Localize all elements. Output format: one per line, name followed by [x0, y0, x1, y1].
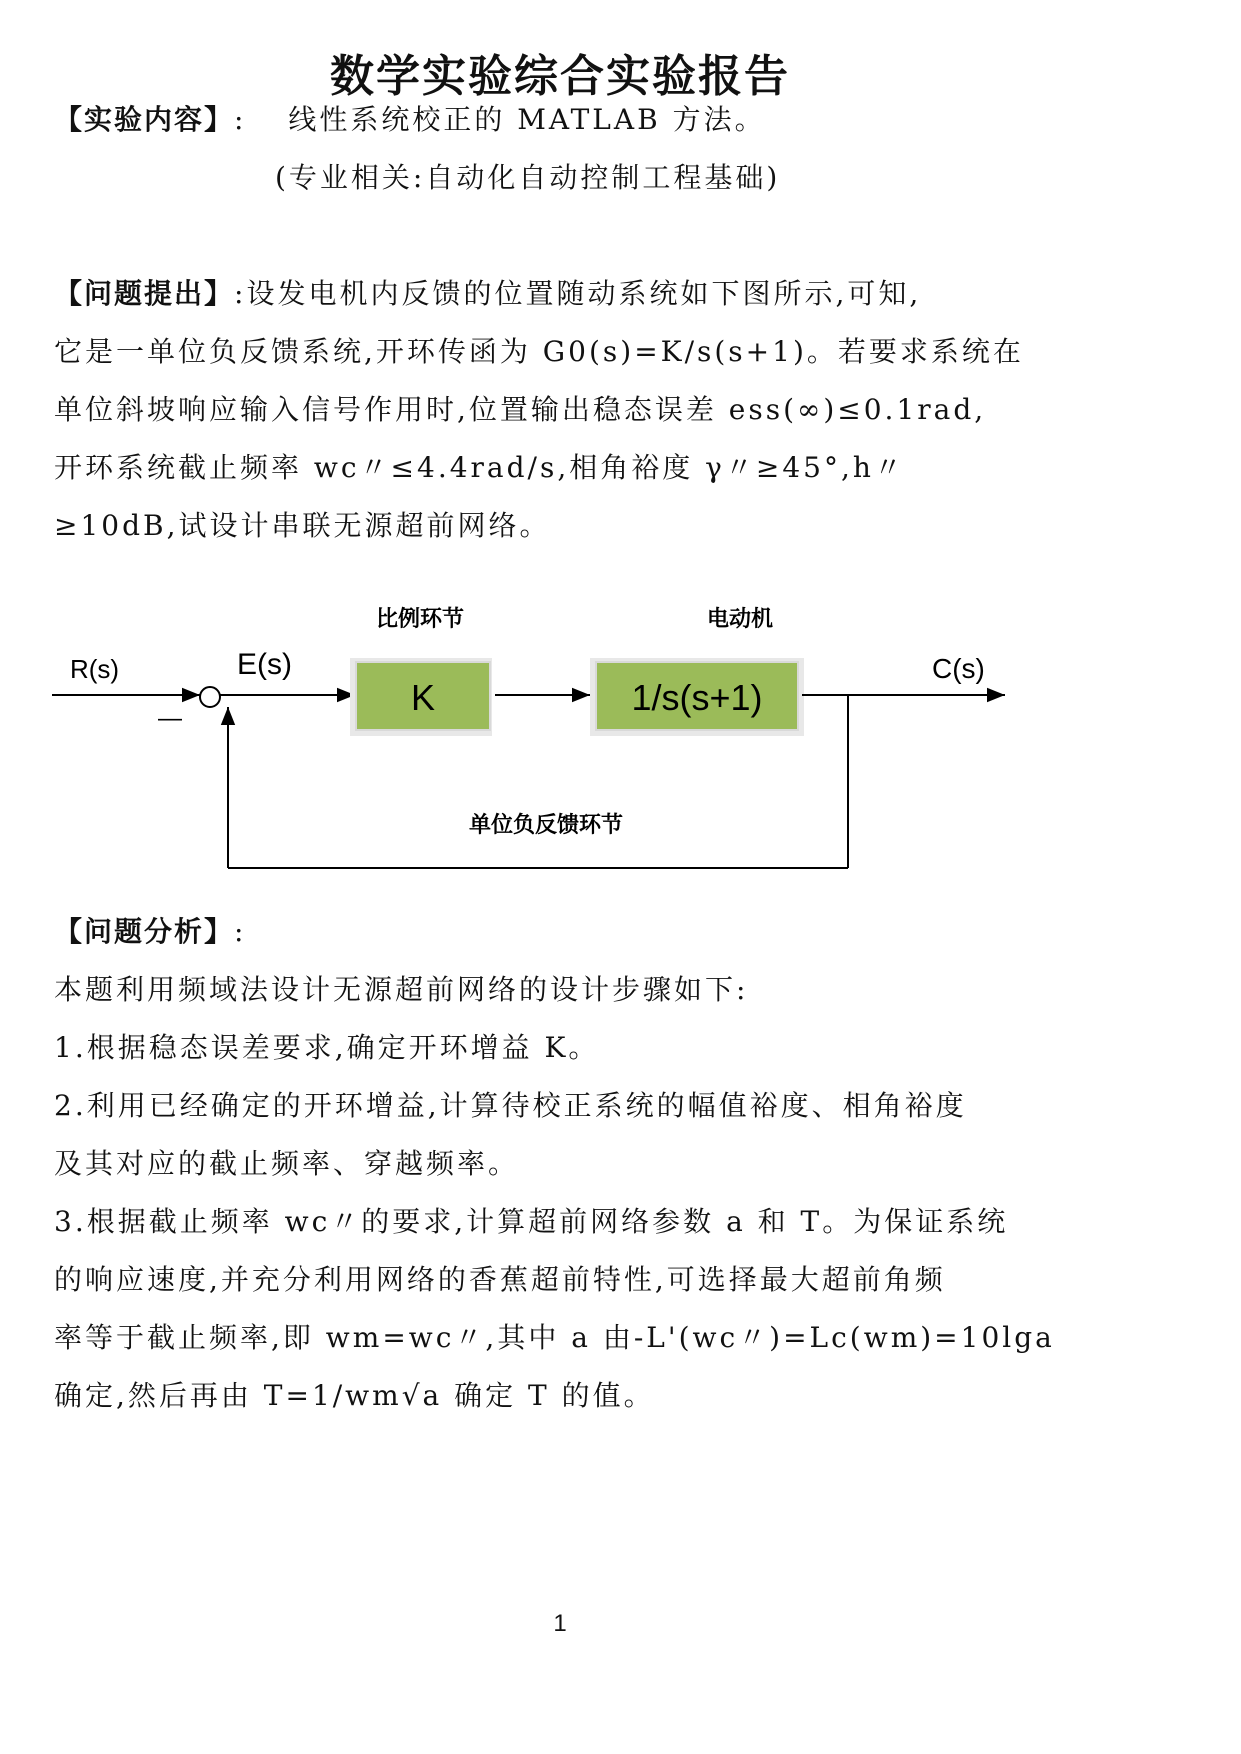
problem-line-4: 开环系统截止频率 wc〃≤4.4rad/s,相角裕度 γ〃≥45°,h〃: [54, 451, 905, 484]
content-text: 线性系统校正的 MATLAB 方法。: [288, 103, 766, 136]
problem-text-1: :设发电机内反馈的位置随动系统如下图所示,可知,: [234, 277, 922, 310]
analysis-sep: :: [234, 915, 247, 948]
problem-line-5: ≥10dB,试设计串联无源超前网络。: [54, 509, 551, 542]
analysis-line-3: 2.利用已经确定的开环增益,计算待校正系统的幅值裕度、相角裕度: [54, 1089, 967, 1122]
content-line: [54, 100, 766, 140]
error-label: E(s): [237, 648, 292, 681]
block2-text: 1/s(s+1): [631, 677, 763, 718]
report-title: 数学实验综合实验报告: [330, 51, 790, 102]
analysis-line-5: 3.根据截止频率 wc〃的要求,计算超前网络参数 a 和 T。为保证系统: [54, 1205, 1009, 1238]
analysis-line-6: 的响应速度,并充分利用网络的香蕉超前特性,可选择最大超前角频: [54, 1263, 946, 1296]
analysis-heading: [54, 912, 246, 952]
analysis-line-7: 率等于截止频率,即 wm=wc〃,其中 a 由-L'(wc〃)=Lc(wm)=10lga: [54, 1321, 1055, 1354]
problem-label: 【问题提出】: [54, 277, 235, 310]
page-number: 1: [553, 1610, 567, 1637]
minus-sign: —: [158, 705, 182, 732]
summing-junction: [200, 687, 220, 707]
content-sub: (专业相关:自动化自动控制工程基础): [275, 161, 781, 194]
block1-title: 比例环节: [375, 606, 465, 631]
analysis-line-4: 及其对应的截止频率、穿越频率。: [54, 1147, 520, 1180]
problem-line-2: 它是一单位负反馈系统,开环传函为 G0(s)=K/s(s+1)。若要求系统在: [54, 335, 1024, 368]
feedback-label: 单位负反馈环节: [468, 812, 624, 837]
block-diagram: [40, 600, 1020, 910]
content-sep: :: [234, 103, 247, 136]
analysis-line-8: 确定,然后再由 T=1/wm√a 确定 T 的值。: [54, 1379, 655, 1412]
problem-line-3: 单位斜坡响应输入信号作用时,位置输出稳态误差 ess(∞)≤0.1rad,: [54, 393, 987, 426]
analysis-line-1: 本题利用频域法设计无源超前网络的设计步骤如下:: [54, 973, 749, 1006]
output-label: C(s): [932, 653, 985, 684]
analysis-line-2: 1.根据稳态误差要求,确定开环增益 K。: [54, 1031, 600, 1064]
input-label: R(s): [70, 654, 120, 684]
content-label: 【实验内容】: [54, 103, 235, 136]
problem-line-1: [54, 274, 921, 314]
block1-text: K: [410, 677, 436, 718]
block2-title: 电动机: [706, 606, 774, 631]
analysis-label: 【问题分析】: [54, 915, 235, 948]
